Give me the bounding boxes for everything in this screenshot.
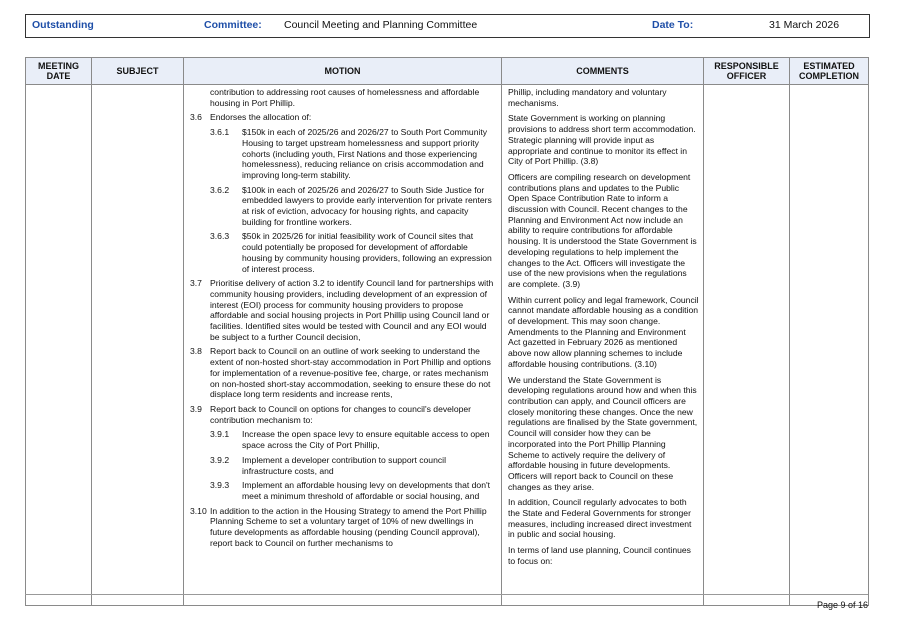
- comment-paragraph: Phillip, including mandatory and voluntary mechanisms.: [508, 87, 667, 108]
- comment-paragraph: In addition, Council regularly advocates to both the State and Federal Governments for stronger measures, including increased direct investment in public and social housing.: [508, 497, 692, 540]
- cell-estimated-completion: [790, 85, 869, 606]
- motion-item-text: Report back to Council on options for changes to council's developer contribution mechanism to:: [210, 403, 472, 425]
- date-value: 31 March 2026: [769, 19, 840, 31]
- status-label: Outstanding: [32, 19, 94, 31]
- motion-subitem: [210, 231, 495, 274]
- motion-subitem-number: 3.9.3: [210, 480, 230, 491]
- footer-divider: [25, 594, 868, 595]
- motion-subitem: [210, 480, 495, 501]
- col-estimated-completion: ESTIMATED COMPLETION: [790, 58, 869, 85]
- motion-item-number: 3.9: [190, 403, 202, 414]
- cell-subject: [92, 85, 184, 606]
- motion-subitem-number: 3.9.2: [210, 454, 230, 465]
- motion-subitem-number: 3.6.2: [210, 184, 230, 195]
- motion-item-number: 3.6: [190, 112, 202, 123]
- motion-subitem: [210, 429, 495, 450]
- motion-item-text: In addition to the action in the Housing Strategy to amend the Port Phillip Planning Scheme to set a voluntary target of 10% of new dwellings in future developments as affordable housing (pending Council approval), report back to Council on further mechanisms to: [210, 505, 487, 548]
- committee-label: Committee:: [204, 19, 262, 31]
- motion-item: [190, 346, 495, 400]
- motion-subitem-text: $50k in 2025/26 for initial feasibility work of Council sites that could potentially be proposed for development of affordable housing by community housing providers, following an expression of interest process.: [242, 231, 492, 274]
- cell-responsible-officer: [704, 85, 790, 606]
- date-label: Date To:: [652, 19, 694, 31]
- motion-subitem-text: Increase the open space levy to ensure equitable access to open space across the City of Port Phillip,: [242, 429, 490, 451]
- committee-value: Council Meeting and Planning Committee: [284, 19, 478, 31]
- motion-subitem: [210, 185, 495, 228]
- motion-intro: contribution to addressing root causes of homelessness and affordable housing in Port Phillip.: [210, 87, 480, 108]
- motion-subitem-text: $150k in each of 2025/26 and 2026/27 to South Port Community Housing to target upstream homelessness and support priority cohorts (including youth, First Nations and those experiencing homelessness), reducing reliance on crisis accommodation and improving long-term stability.: [242, 127, 488, 180]
- comment-paragraph: Within current policy and legal framework, Council cannot mandate affordable housing as a condition of development. This may soon change. Amendments to the Planning and Environment Act gazetted in February 2026 as mentioned above now allow planning schemes to include affordable housing contributions. (3.10): [508, 294, 699, 369]
- motion-item-text: Report back to Council on an outline of work seeking to understand the extent of non-hosted short-stay accommodation in Port Phillip and options for implementation of a revenue-positive fee, charge, or rates mechanism on non-hosted short-stay accommodation, seeking to ensure these do not displace long term residents and increase rents,: [210, 346, 491, 400]
- motion-item-number: 3.8: [190, 346, 202, 357]
- motion-subitem: [210, 127, 495, 181]
- motion-subitem-number: 3.6.1: [210, 127, 230, 138]
- motion-item-text: Endorses the allocation of:: [210, 112, 312, 123]
- comment-paragraph: State Government is working on planning provisions to address short term accommodation. Strategic planning will provide input as appropriate and continue to monitor its effect in City of Port Phillip. (3.8): [508, 113, 696, 167]
- comment-paragraph: Officers are compiling research on development contributions plans and updates to the Public Open Space Contribution Rate to inform a discussion with Council. Recent changes to the Planning and Environment Act now include an ability to require contributions for affordable housing. It is understood the State Government is developing regulations to help implement the changes to the Act. Officers will investigate the use of the new provisions when the regulations are complete. (3.9): [508, 171, 697, 289]
- col-comments: COMMENTS: [502, 58, 704, 85]
- motion-subitem-text: Implement an affordable housing levy on developments that don't meet a minimum threshold of affordable or social housing, and: [242, 480, 490, 501]
- cell-meeting-date: [26, 85, 92, 606]
- motion-content: [184, 85, 501, 548]
- motion-subitem: [210, 455, 495, 476]
- motion-subitem-text: $100k in each of 2025/26 and 2026/27 to South Side Justice for embedded lawyers to provide early intervention for private renters at risk of eviction, advocacy for housing rights, and capacity building for frontline workers.: [242, 184, 492, 227]
- col-responsible-officer: RESPONSIBLE OFFICER: [704, 58, 790, 85]
- col-motion: MOTION: [184, 58, 502, 85]
- motion-item-text: Prioritise delivery of action 3.2 to identify Council land for partnerships with community housing providers, including development of an expression of interest (EOI) process for community housing providers to propose affordable and social housing projects in Port Phillip using Council land or facilities. Identified sites would be tested with Council and any EOI would be subject to a further Council decision,: [210, 278, 494, 342]
- table-row: [26, 85, 869, 606]
- comment-paragraph: We understand the State Government is developing regulations around how and when this contribution can apply, and Council officers are closely monitoring these changes. Once the new regulations are finalised by the State government, Council will consider how they can be incorporated into the Port Phillip Planning Scheme to actively require the delivery of affordable housing in future developments. Officers will report back to Council on these changes as they arise.: [508, 374, 698, 492]
- document-header: [25, 14, 870, 38]
- motion-item-number: 3.7: [190, 278, 202, 289]
- comment-paragraph: In terms of land use planning, Council continues to focus on:: [508, 545, 691, 566]
- motion-subitem-text: Implement a developer contribution to support council infrastructure costs, and: [242, 454, 446, 476]
- comments-content: [502, 85, 703, 567]
- motion-item: [190, 112, 495, 123]
- motion-subitem-number: 3.9.1: [210, 429, 230, 440]
- motion-subitem-number: 3.6.3: [210, 231, 230, 242]
- actions-table: [25, 57, 869, 606]
- motion-item: [190, 404, 495, 425]
- cell-motion: [184, 85, 502, 606]
- motion-item-number: 3.10: [190, 505, 207, 516]
- page-number: Page 9 of 16: [816, 600, 868, 610]
- col-subject: SUBJECT: [92, 58, 184, 85]
- motion-item: [190, 278, 495, 342]
- motion-item: [190, 506, 495, 549]
- col-meeting-date: MEETING DATE: [26, 58, 92, 85]
- cell-comments: [502, 85, 704, 606]
- table-header-row: [26, 58, 869, 85]
